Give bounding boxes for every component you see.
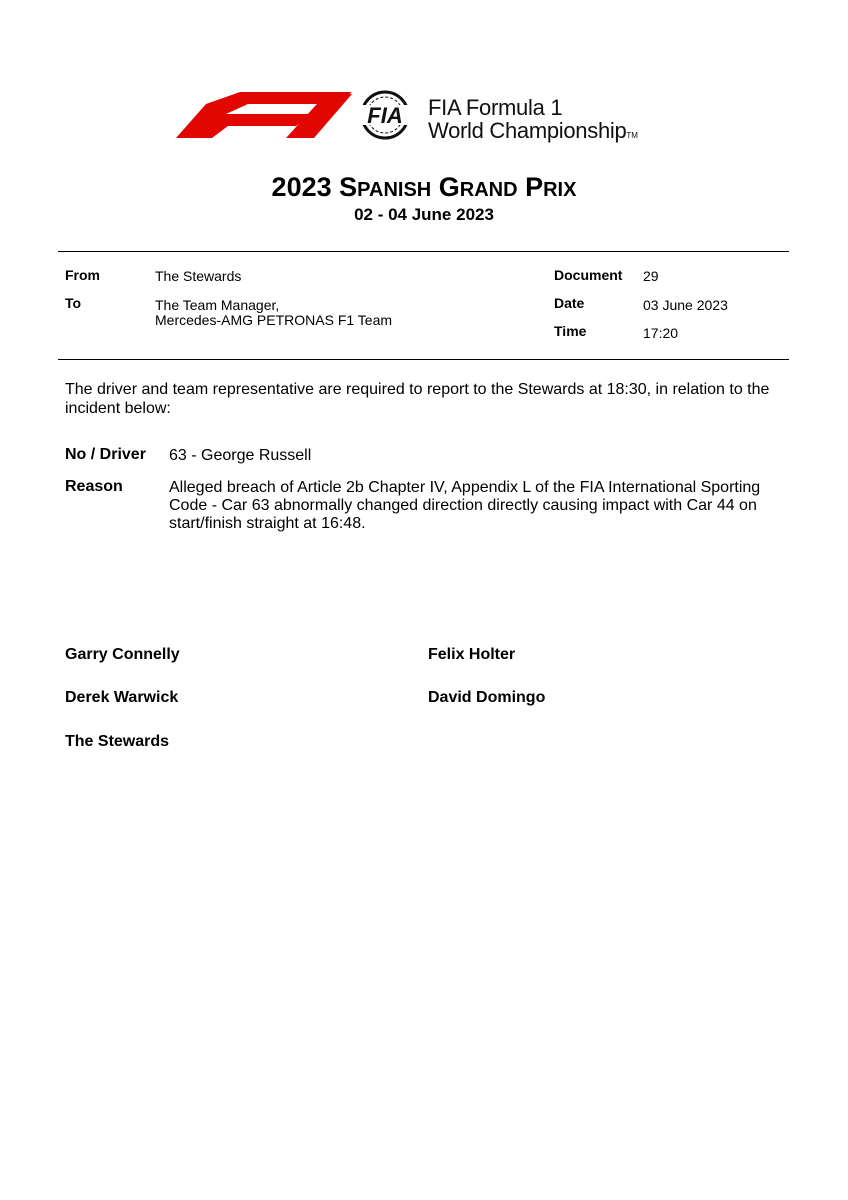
to-label: To xyxy=(65,295,82,311)
driver-value: 63 - George Russell xyxy=(169,447,312,464)
fia-logo-text: FIA xyxy=(367,103,403,128)
date-label: Date xyxy=(554,295,585,311)
from-value: The Stewards xyxy=(155,268,242,284)
title-sc-rand: RAND xyxy=(459,179,518,201)
reason-line-3: start/finish straight at 16:48. xyxy=(169,515,366,532)
driver-label: No / Driver xyxy=(65,446,146,463)
to-value-line-2: Mercedes-AMG PETRONAS F1 Team xyxy=(155,312,393,328)
trademark-mark: TM xyxy=(626,131,638,140)
document-label: Document xyxy=(554,267,623,283)
reason-label: Reason xyxy=(65,478,123,495)
title-cap-p: P xyxy=(525,172,544,202)
divider-top xyxy=(58,251,789,252)
title-cap-g: G xyxy=(438,172,460,202)
brand-line-2-text: World Championship xyxy=(428,118,627,143)
reason-line-2: Code - Car 63 abnormally changed direction directly causing impact with Car 44 on xyxy=(169,497,757,514)
f1-logo-icon xyxy=(176,92,352,138)
fia-logo-icon xyxy=(348,90,422,140)
notice-line-1: The driver and team representative are required to report to the Stewards at 18:30, in relation to the xyxy=(65,381,770,398)
from-label: From xyxy=(65,267,100,283)
steward-name: Felix Holter xyxy=(428,646,516,663)
notice-line-2: incident below: xyxy=(65,400,171,417)
brand-line-1: FIA Formula 1 xyxy=(428,95,563,120)
title-cap-s: S xyxy=(339,172,358,202)
event-title xyxy=(0,172,848,203)
event-dates: 02 - 04 June 2023 xyxy=(354,205,494,224)
time-label: Time xyxy=(554,323,587,339)
brand-line-2 xyxy=(428,118,638,144)
reason-line-1: Alleged breach of Article 2b Chapter IV, Appendix L of the FIA International Sporting xyxy=(169,479,761,496)
reason-value xyxy=(169,479,769,533)
steward-name: David Domingo xyxy=(428,689,546,706)
date-value: 03 June 2023 xyxy=(643,297,728,313)
steward-name: Derek Warwick xyxy=(65,689,179,706)
event-year: 2023 xyxy=(271,172,332,202)
divider-bottom xyxy=(58,359,789,360)
notice-text xyxy=(65,380,785,418)
stewards-signoff: The Stewards xyxy=(65,733,170,750)
steward-name: Garry Connelly xyxy=(65,646,180,663)
time-value: 17:20 xyxy=(643,325,679,341)
to-value-line-1: The Team Manager, xyxy=(155,297,280,313)
document-value: 29 xyxy=(643,268,659,284)
title-sc-rix: RIX xyxy=(543,179,577,201)
title-sc-panish: PANISH xyxy=(357,179,432,201)
